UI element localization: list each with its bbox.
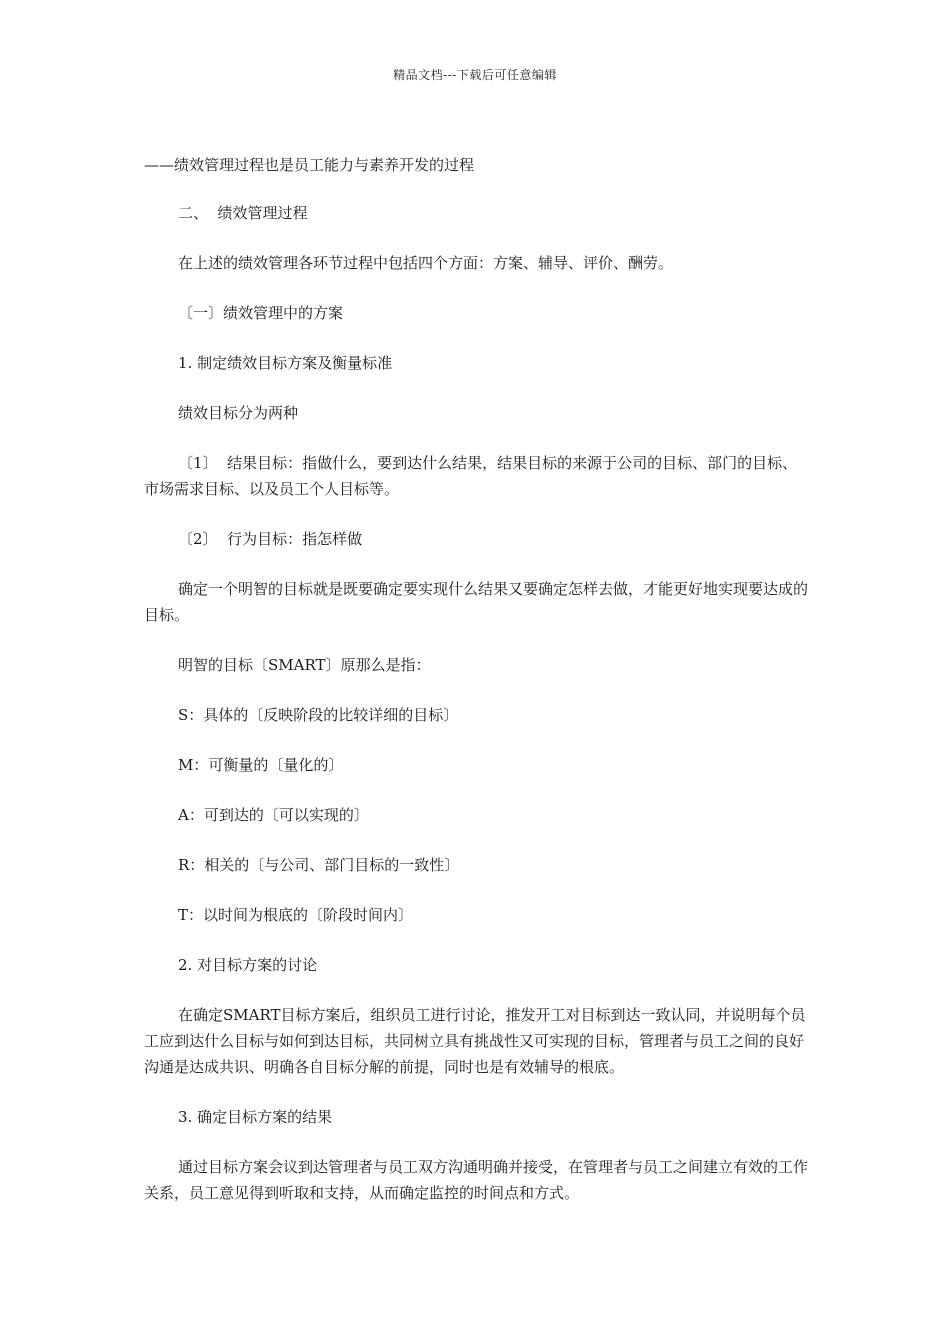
smart-item: T：以时间为根底的〔阶段时间内〕	[178, 906, 414, 924]
numbered-heading: 2. 对目标方案的讨论	[178, 956, 318, 974]
smart-item: R：相关的〔与公司、部门目标的一致性〕	[178, 856, 460, 874]
paragraph: 明智的目标〔SMART〕原那么是指：	[178, 656, 431, 674]
paragraph: 在确定SMART目标方案后，组织员工进行讨论，推发开工对目标到达一致认同，并说明每个员工应到达什么目标与如何到达目标，共同树立具有挑战性又可实现的目标，管理者与员工之间的良好沟通是达成共识、明确各自目标分解的前提，同时也是有效辅导的根底。	[144, 1006, 806, 1076]
section-heading: 二、 绩效管理过程	[178, 204, 308, 222]
paragraph: 通过目标方案会议到达管理者与员工双方沟通明确并接受，在管理者与员工之间建立有效的工作关系，员工意见得到听取和支持，从而确定监控的时间点和方式。	[144, 1158, 809, 1202]
smart-item: A：可到达的〔可以实现的〕	[178, 806, 369, 824]
paragraph: 在上述的绩效管理各环节过程中包括四个方面：方案、辅导、评价、酬劳。	[178, 254, 674, 272]
smart-item: M：可衡量的〔量化的〕	[178, 756, 344, 774]
document-body	[144, 152, 810, 1206]
numbered-heading: 1. 制定绩效目标方案及衡量标准	[178, 354, 393, 372]
smart-item: S：具体的〔反映阶段的比较详细的目标〕	[178, 706, 459, 724]
numbered-heading: 3. 确定目标方案的结果	[178, 1108, 333, 1126]
list-item: 〔2〕 行为目标：指怎样做	[178, 530, 363, 548]
subtitle-line: ——绩效管理过程也是员工能力与素养开发的过程	[144, 156, 475, 174]
paragraph: 确定一个明智的目标就是既要确定要实现什么结果又要确定怎样去做，才能更好地实现要达成的目标。	[144, 580, 809, 624]
paragraph: 绩效目标分为两种	[178, 404, 299, 422]
page-header: 精品文档---下载后可任意编辑	[393, 68, 557, 82]
subsection-heading: 〔一〕绩效管理中的方案	[178, 304, 344, 322]
list-item: 〔1〕 结果目标：指做什么，要到达什么结果，结果目标的来源于公司的目标、部门的目标、市场需求目标、以及员工个人目标等。	[144, 454, 798, 498]
